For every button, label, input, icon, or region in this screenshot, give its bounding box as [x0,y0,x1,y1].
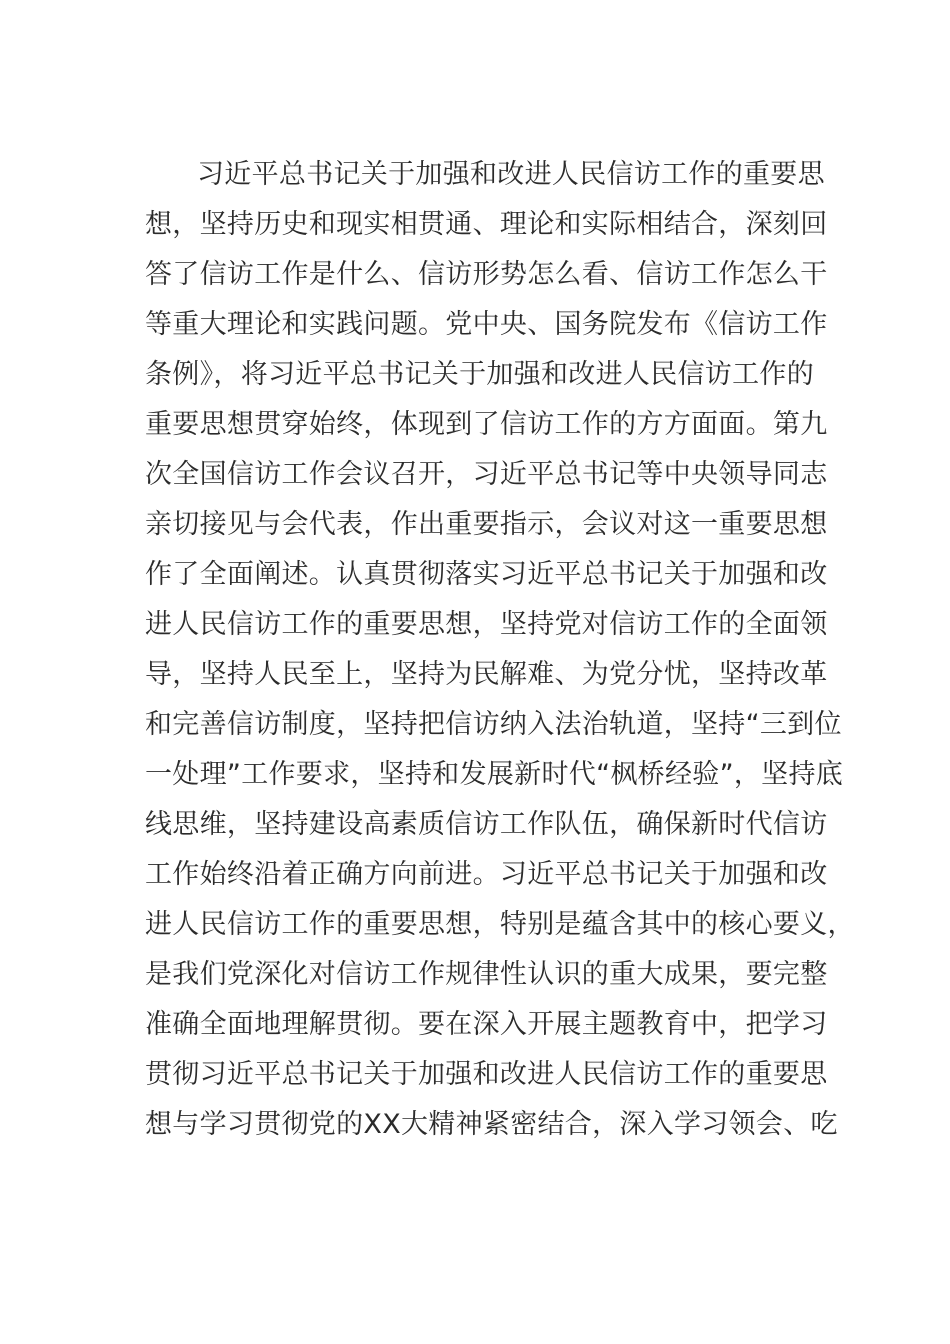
paragraph-line: 是我们党深化对信访工作规律性认识的重大成果，要完整 [145,959,828,990]
paragraph-line: 习近平总书记关于加强和改进人民信访工作的重要思 [197,159,825,190]
paragraph-line: 一处理”工作要求，坚持和发展新时代“枫桥经验”，坚持底 [145,759,844,790]
paragraph-line: 答了信访工作是什么、信访形势怎么看、信访工作怎么干 [145,259,828,290]
paragraph-line: 贯彻习近平总书记关于加强和改进人民信访工作的重要思 [145,1059,828,1090]
paragraph-line: 导，坚持人民至上，坚持为民解难、为党分忧，坚持改革 [145,659,828,690]
paragraph-line: 次全国信访工作会议召开，习近平总书记等中央领导同志 [145,459,828,490]
paragraph-line: 想与学习贯彻党的XX大精神紧密结合，深入学习领会、吃 [145,1109,838,1140]
paragraph-line: 条例》，将习近平总书记关于加强和改进人民信访工作的 [145,359,814,390]
paragraph-line: 工作始终沿着正确方向前进。习近平总书记关于加强和改 [145,859,828,890]
paragraph-line: 等重大理论和实践问题。党中央、国务院发布《信访工作 [145,309,828,340]
paragraph-line: 准确全面地理解贯彻。要在深入开展主题教育中，把学习 [145,1009,828,1040]
paragraph-line: 重要思想贯穿始终，体现到了信访工作的方方面面。第九 [145,409,828,440]
paragraph-line: 作了全面阐述。认真贯彻落实习近平总书记关于加强和改 [145,559,828,590]
paragraph-line: 亲切接见与会代表，作出重要指示，会议对这一重要思想 [145,509,828,540]
paragraph-line: 进人民信访工作的重要思想，特别是蕴含其中的核心要义， [145,909,855,940]
body-paragraph [145,150,855,1150]
paragraph-line: 线思维，坚持建设高素质信访工作队伍，确保新时代信访 [145,809,828,840]
paragraph-line: 想，坚持历史和现实相贯通、理论和实际相结合，深刻回 [145,209,828,240]
paragraph-line: 和完善信访制度，坚持把信访纳入法治轨道，坚持“三到位 [145,709,842,740]
paragraph-line: 进人民信访工作的重要思想，坚持党对信访工作的全面领 [145,609,828,640]
